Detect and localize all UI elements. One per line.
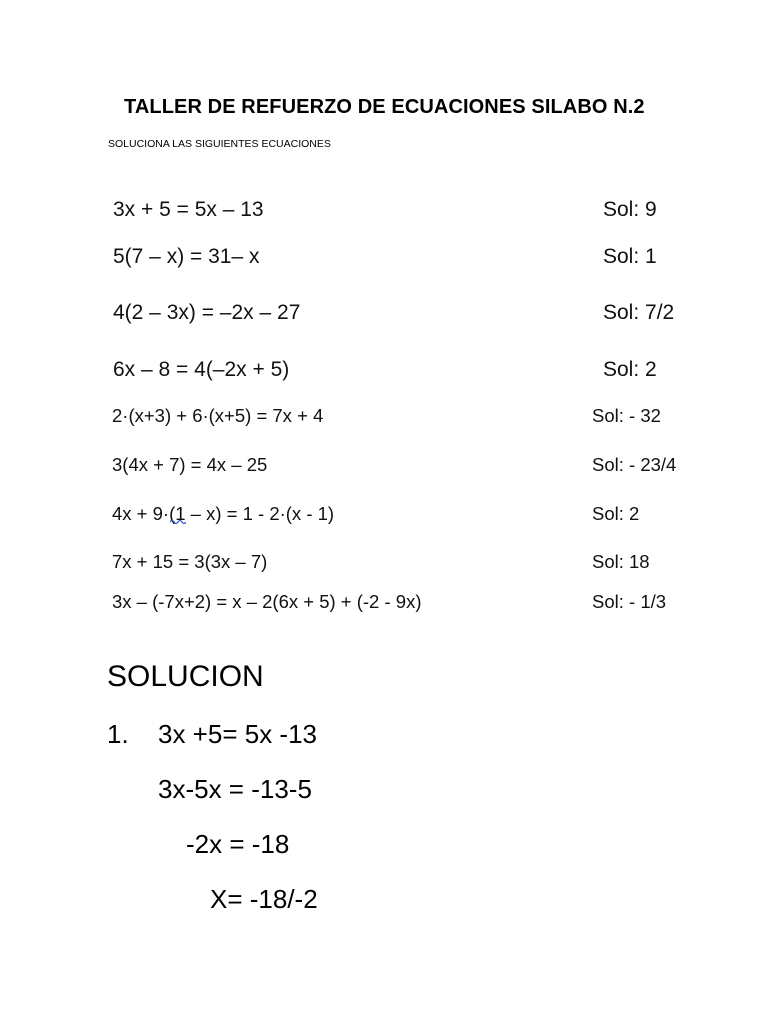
solution-step-4: X= -18/-2	[210, 884, 318, 914]
solution-step-1: 3x +5= 5x -13	[158, 719, 317, 749]
equation-3: 4(2 – 3x) = –2x – 27	[113, 301, 301, 324]
equation-7: 4x + 9·(1 – x) = 1 - 2·(x - 1)	[112, 503, 335, 524]
solution-step-3: -2x = -18	[186, 829, 290, 859]
solution-2: Sol: 1	[603, 245, 657, 268]
solution-4: Sol: 2	[603, 358, 657, 381]
spellcheck-squiggle-icon	[170, 519, 186, 525]
equation-2: 5(7 – x) = 31– x	[113, 245, 260, 268]
instruction-text: SOLUCIONA LAS SIGUIENTES ECUACIONES	[108, 138, 331, 150]
solution-3: Sol: 7/2	[603, 301, 675, 324]
solution-9: Sol: - 1/3	[592, 591, 667, 612]
equation-9: 3x – (-7x+2) = x – 2(6x + 5) + (-2 - 9x)	[112, 591, 422, 612]
solution-item-number: 1.	[107, 719, 129, 749]
document-title: TALLER DE REFUERZO DE ECUACIONES SILABO N.2	[124, 96, 645, 118]
equation-8: 7x + 15 = 3(3x – 7)	[112, 551, 268, 572]
solution-6: Sol: - 23/4	[592, 454, 677, 475]
solution-5: Sol: - 32	[592, 405, 661, 426]
solution-7: Sol: 2	[592, 503, 640, 524]
equation-6: 3(4x + 7) = 4x – 25	[112, 454, 268, 475]
equation-5: 2·(x+3) + 6·(x+5) = 7x + 4	[112, 405, 324, 426]
solution-step-2: 3x-5x = -13-5	[158, 774, 312, 804]
solution-heading: SOLUCION	[107, 660, 264, 693]
solution-8: Sol: 18	[592, 551, 650, 572]
equation-4: 6x – 8 = 4(–2x + 5)	[113, 358, 290, 381]
solution-1: Sol: 9	[603, 198, 657, 221]
equation-1: 3x + 5 = 5x – 13	[113, 198, 264, 221]
